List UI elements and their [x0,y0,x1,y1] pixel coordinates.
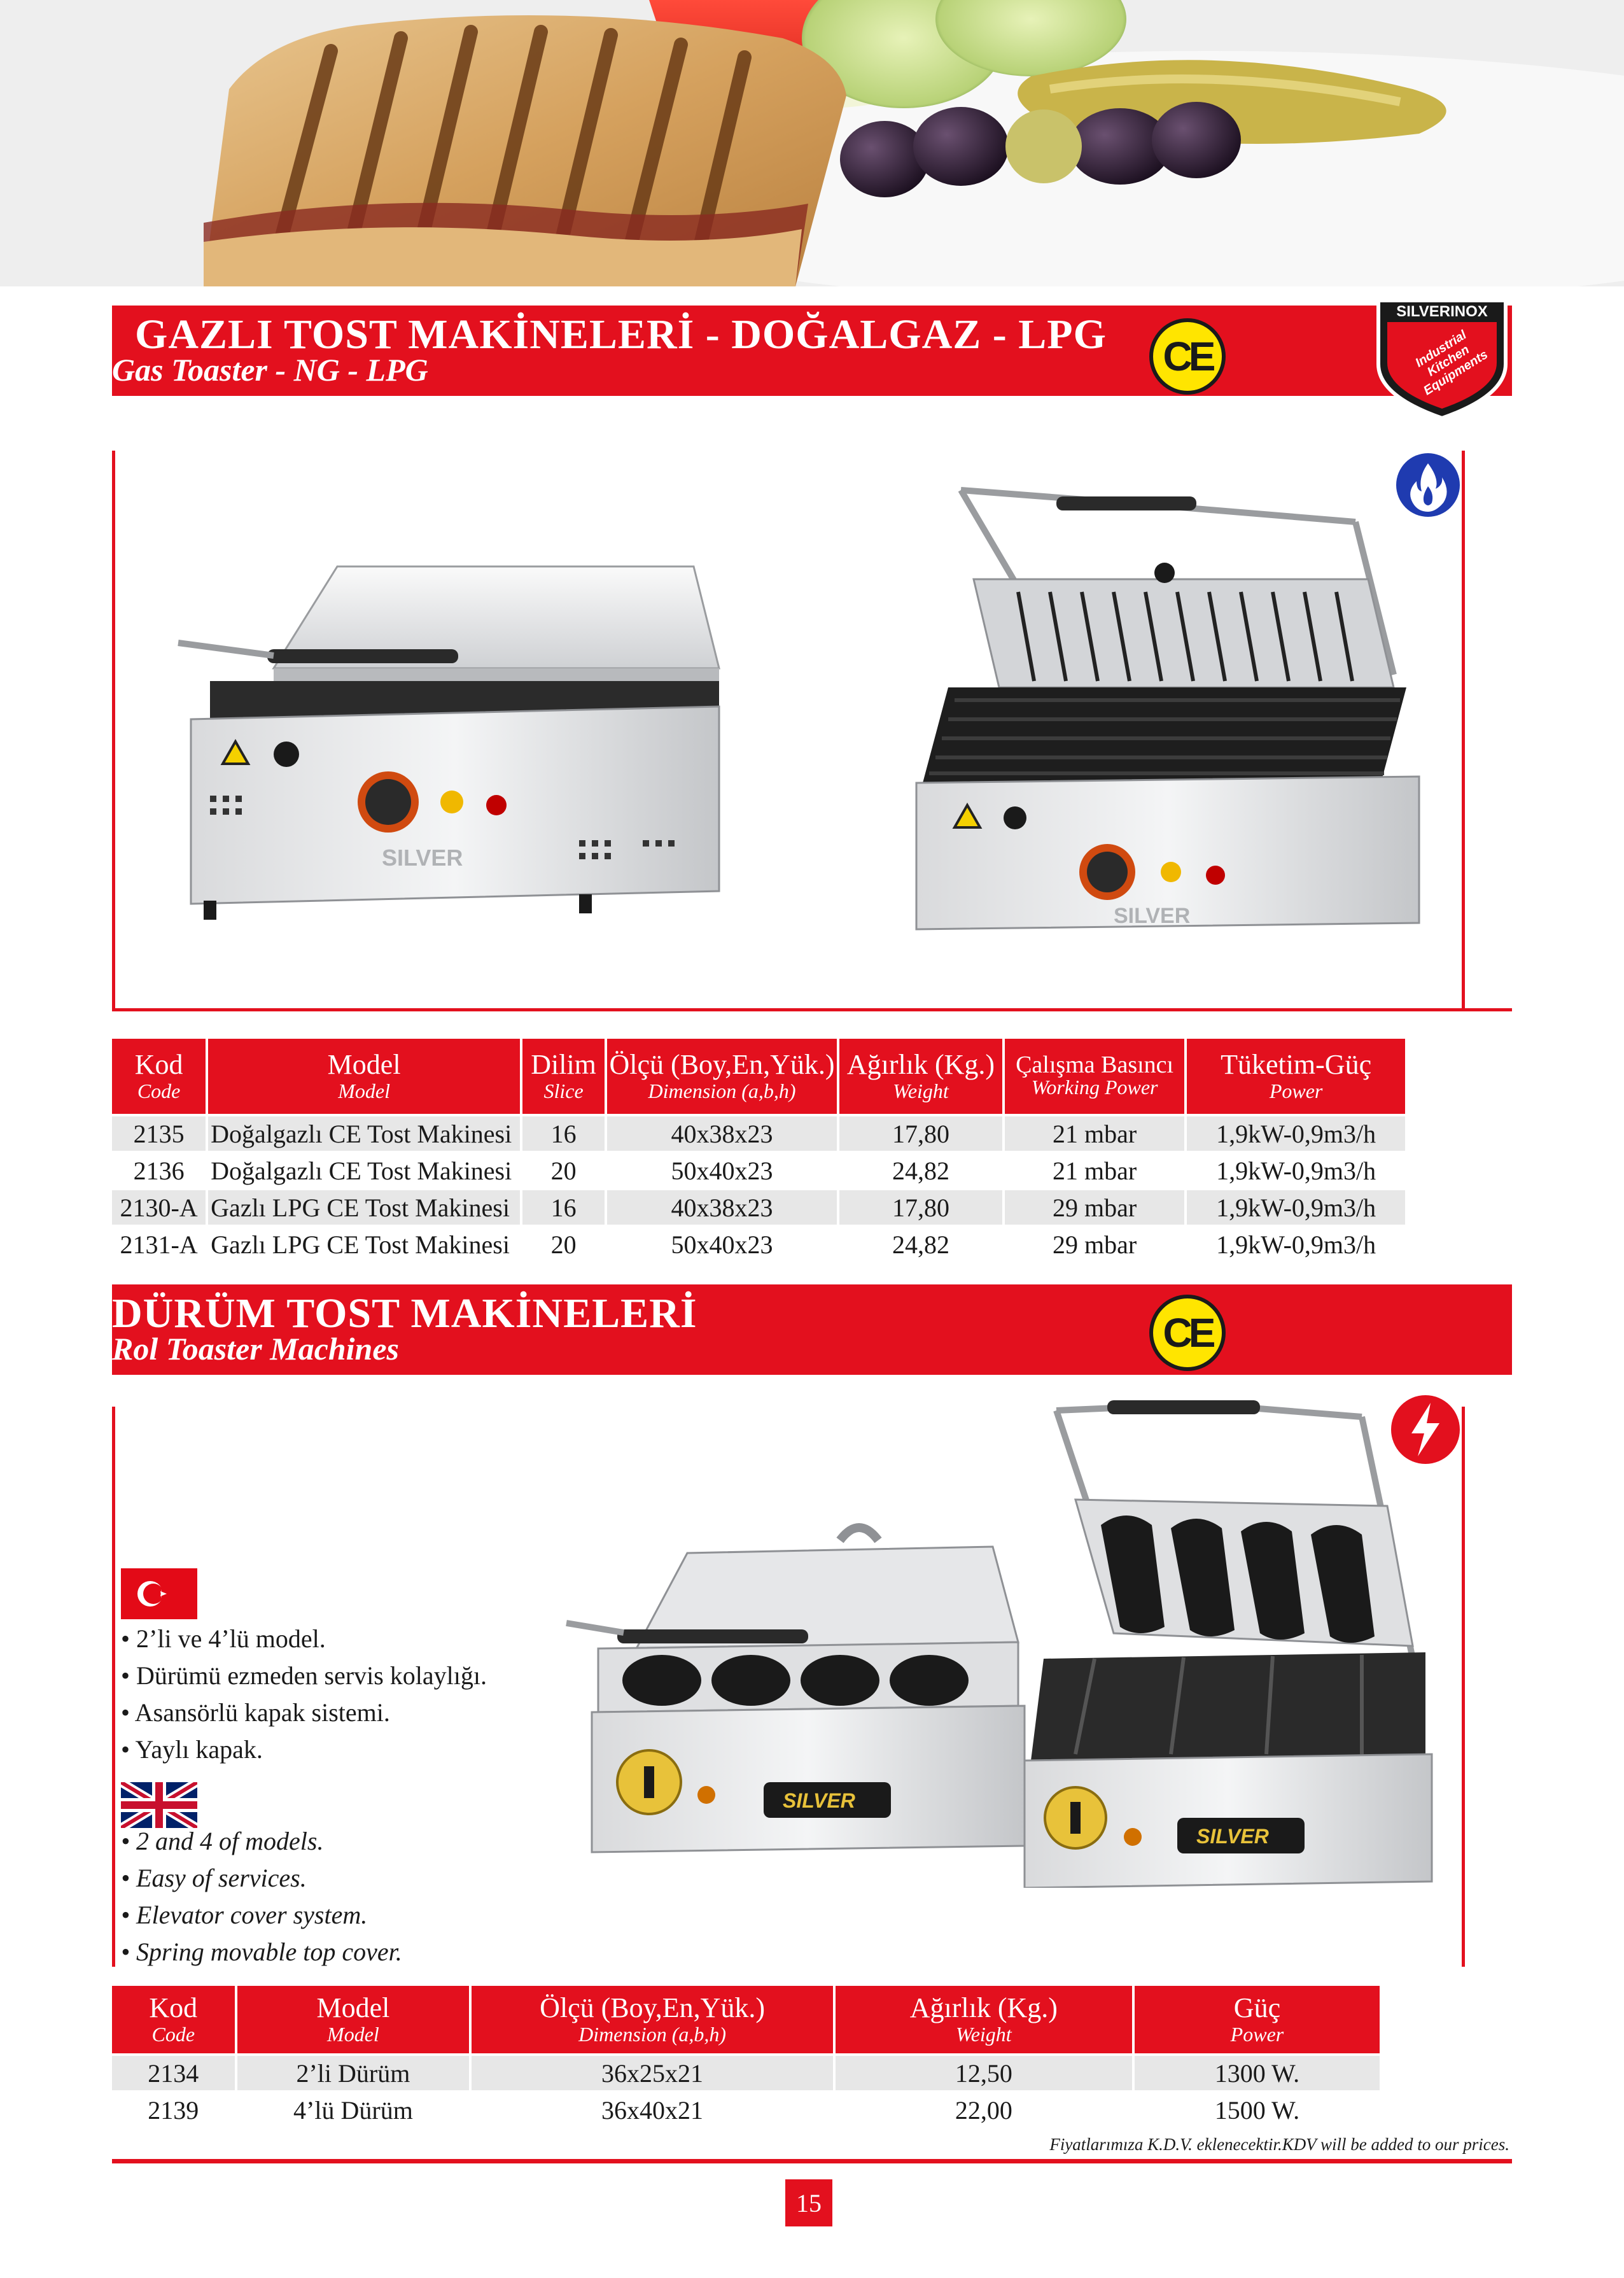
section2-title-en: Rol Toaster Machines [112,1331,400,1367]
durum-toaster-spec-table [109,1983,1382,2130]
feature-tr-item: • 2’li ve 4’lü model. [121,1621,566,1657]
feature-tr-item: • Dürümü ezmeden servis kolaylığı. [121,1657,566,1694]
table-row: 2139 4’lü Dürüm 36x40x21 22,00 1500 W. [112,2093,1380,2127]
section1-title-tr: GAZLI TOST MAKİNELERİ - DOĞALGAZ - LPG [135,311,1107,358]
machine-brand-text: SILVER [382,845,463,871]
feature-en-item: • Easy of services. [121,1860,566,1897]
machine-brand-text-3: SILVER [783,1789,855,1812]
col-model: Model Model [208,1039,520,1114]
machine-brand-text-4: SILVER [1196,1825,1269,1848]
uk-flag-icon [121,1782,197,1828]
col-weight: Ağırlık (Kg.) Weight [836,1986,1132,2053]
col-weight: Ağırlık (Kg.) Weight [839,1039,1002,1114]
feature-en-item: • 2 and 4 of models. [121,1823,566,1860]
col-pressure: Çalışma Basıncı Working Power [1005,1039,1184,1114]
features-en-list [121,1823,566,1971]
logo-tagline: Industrial Kitchen Equipments [1413,328,1491,398]
section2-banner [112,1284,1512,1375]
section2-title-tr: DÜRÜM TOST MAKİNELERİ [112,1290,697,1337]
feature-tr-item: • Asansörlü kapak sistemi. [121,1694,566,1731]
section1-title-en: Gas Toaster - NG - LPG [112,352,428,388]
sandwich-photo [0,0,1624,286]
frame-left-line [112,451,115,1011]
table-row: 2136 Doğalgazlı CE Tost Makinesi 20 50x40x23 24,82 21 mbar 1,9kW-0,9m3/h [112,1153,1405,1188]
frame-right-line [1462,451,1465,1011]
gas-toaster-closed-image [172,560,725,929]
col-code: Kod Code [112,1986,235,2053]
feature-en-item: • Elevator cover system. [121,1897,566,1934]
col-dimension: Ölçü (Boy,En,Yük.) Dimension (a,b,h) [472,1986,832,2053]
frame-bottom-line [112,1008,1512,1011]
vat-footnote: Fiyatlarımıza K.D.V. eklenecektir.KDV will be added to our prices. [1049,2135,1509,2154]
feature-en-item: • Spring movable top cover. [121,1934,566,1971]
machine-brand-text-2: SILVER [1114,904,1191,928]
turkish-flag-icon [121,1568,197,1619]
footer-line [112,2159,1512,2163]
logo-brand: SILVERINOX [1396,303,1488,320]
col-power: Tüketim-Güç Power [1187,1039,1405,1114]
frame2-left-line [112,1407,115,1967]
page-number: 15 [785,2179,832,2226]
hero-photo [0,0,1624,286]
ce-mark-icon-2: CE [1149,1295,1226,1371]
durum-toaster-open-image [1005,1391,1451,1888]
gas-toaster-spec-table [109,1036,1408,1264]
col-power: Güç Power [1135,1986,1380,2053]
table-row: 2130-A Gazlı LPG CE Tost Makinesi 16 40x38x23 17,80 29 mbar 1,9kW-0,9m3/h [112,1190,1405,1225]
table-row: 2131-A Gazlı LPG CE Tost Makinesi 20 50x40x23 24,82 29 mbar 1,9kW-0,9m3/h [112,1227,1405,1262]
table-row: 2135 Doğalgazlı CE Tost Makinesi 16 40x38x23 17,80 21 mbar 1,9kW-0,9m3/h [112,1116,1405,1151]
gas-toaster-open-image [897,484,1432,942]
features-tr-list [121,1621,566,1768]
silverinox-logo [1372,294,1512,421]
feature-tr-item: • Yaylı kapak. [121,1731,566,1768]
col-model: Model Model [237,1986,470,2053]
section1-banner [112,306,1512,396]
ce-mark-icon: CE [1149,318,1226,395]
frame2-right-line [1462,1407,1465,1967]
col-dimension: Ölçü (Boy,En,Yük.) Dimension (a,b,h) [607,1039,837,1114]
col-code: Kod Code [112,1039,206,1114]
table-row: 2134 2’li Dürüm 36x25x21 12,50 1300 W. [112,2056,1380,2090]
col-slice: Dilim Slice [522,1039,605,1114]
durum-toaster-closed-image [560,1502,1031,1859]
